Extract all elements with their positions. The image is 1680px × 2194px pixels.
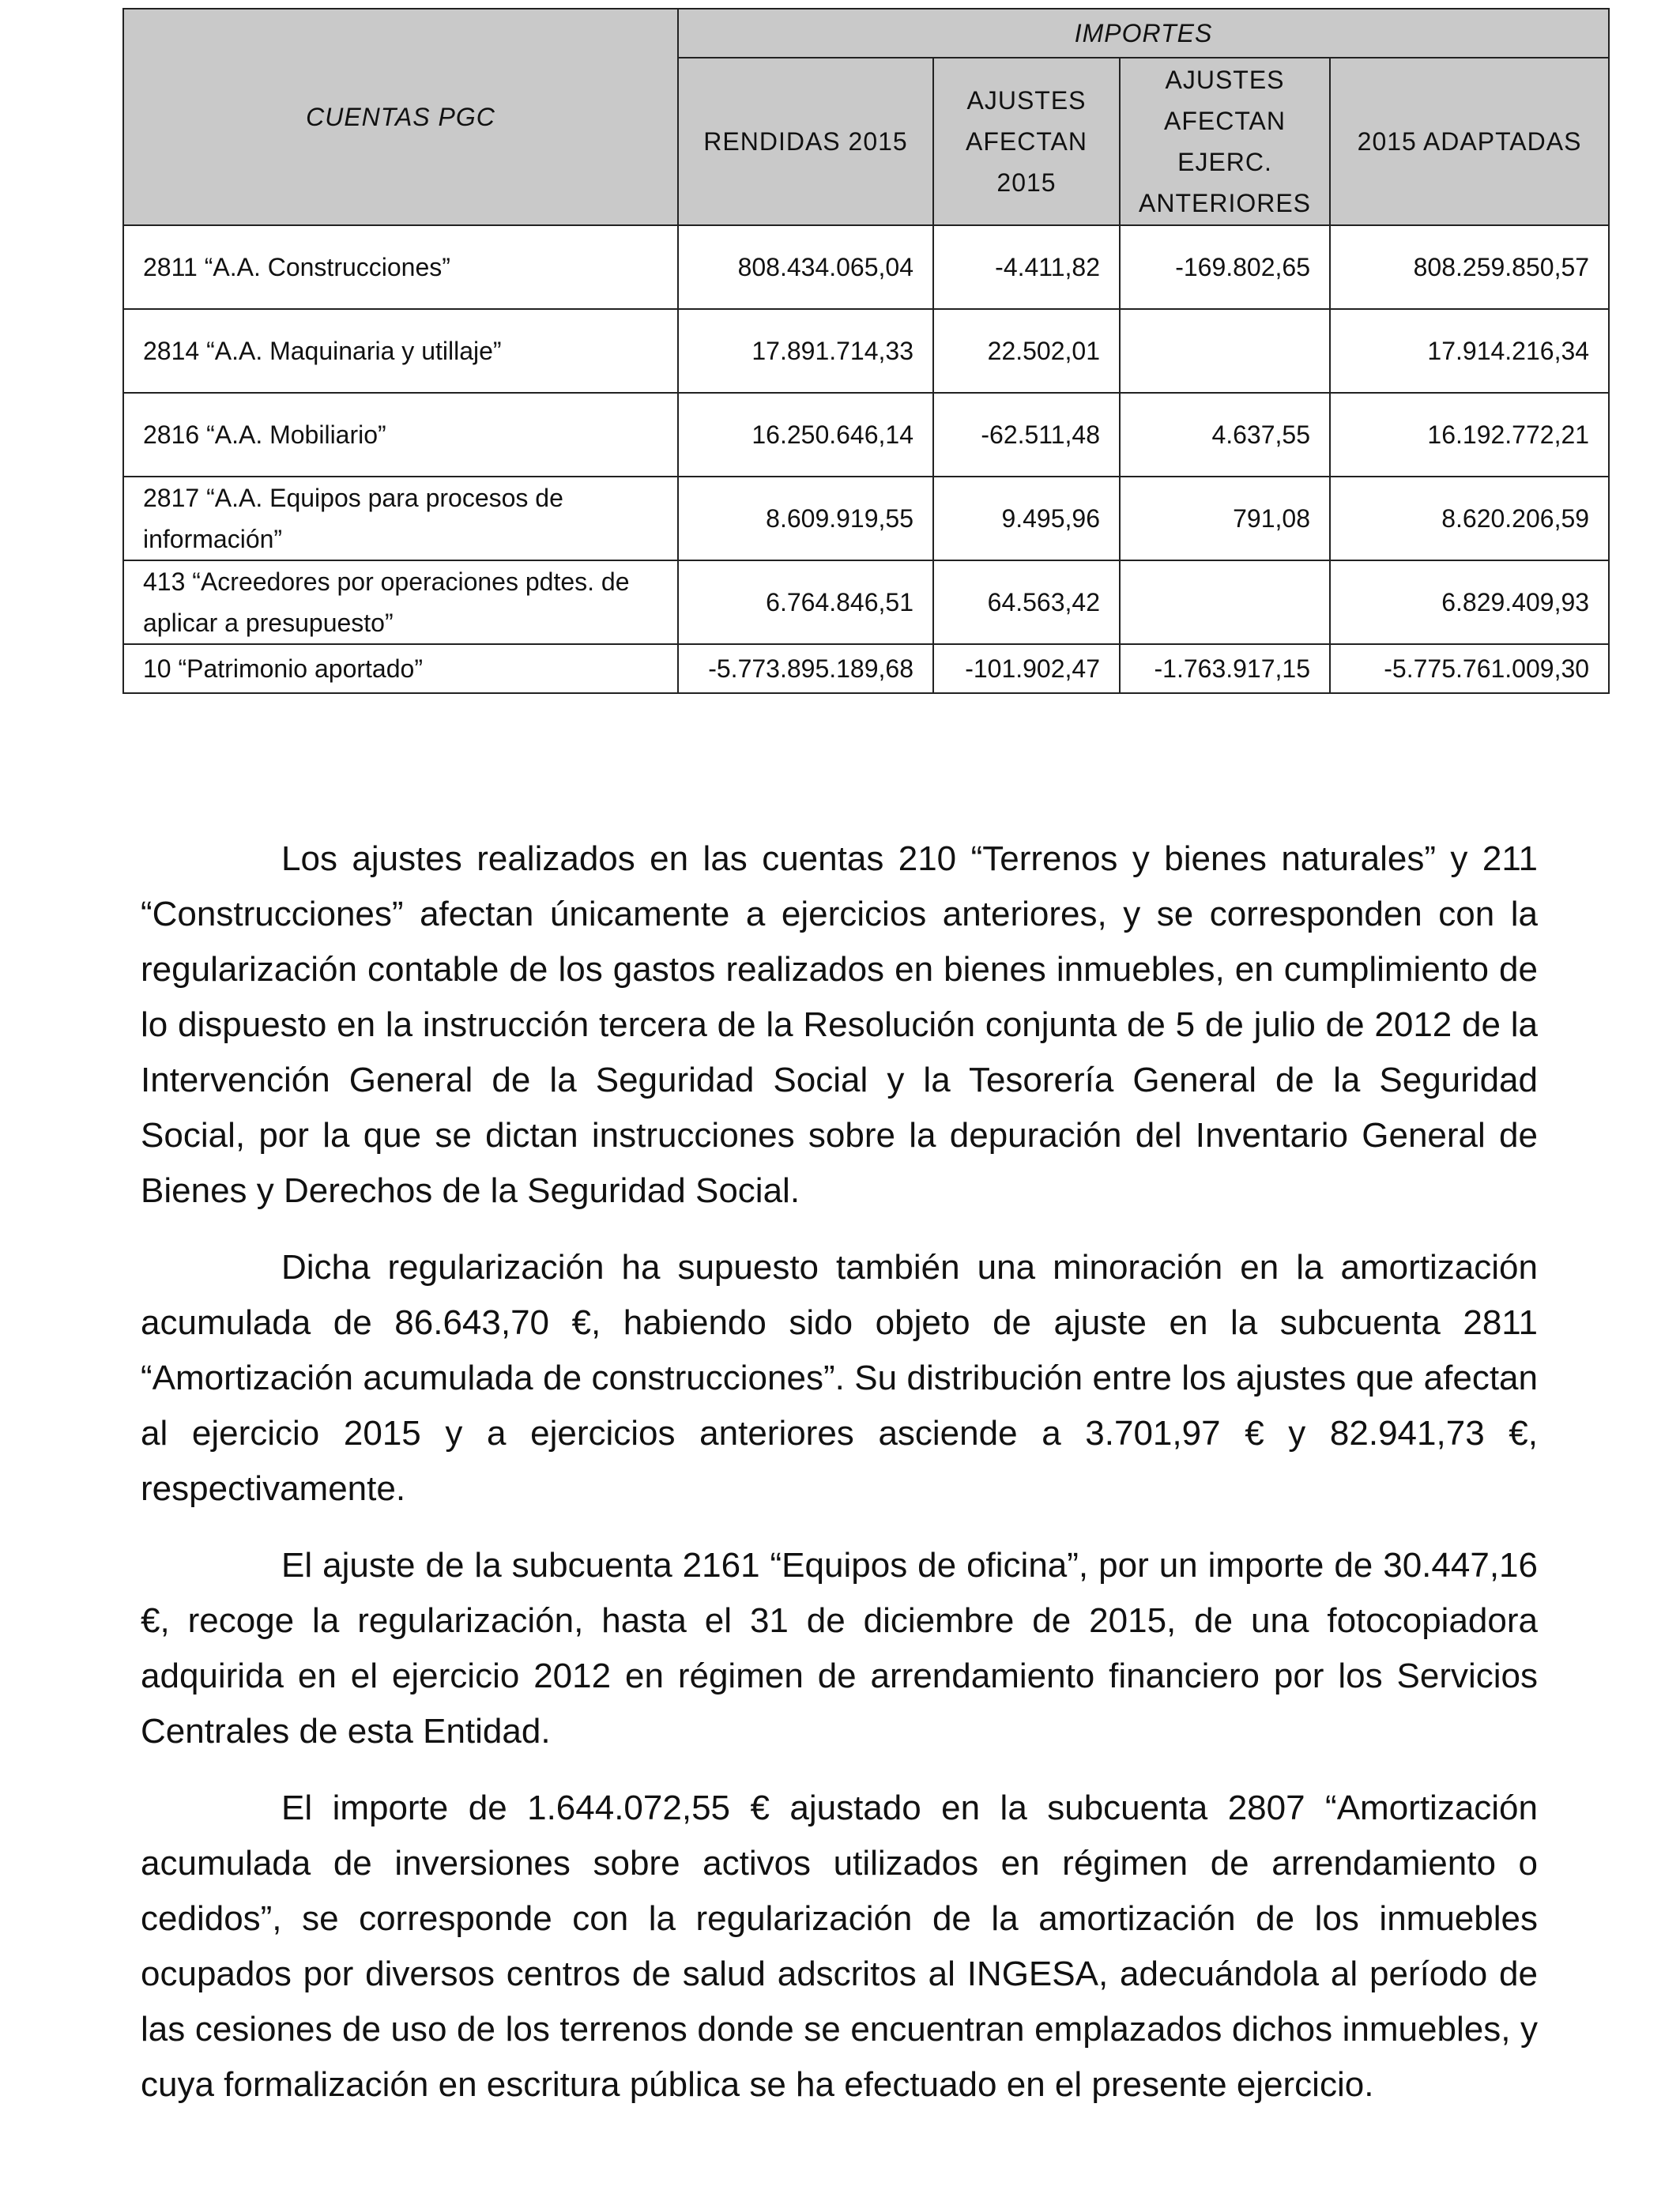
table-row — [123, 225, 1609, 309]
table-row — [123, 309, 1609, 393]
table-row — [123, 477, 1609, 560]
cell-adaptadas: 17.914.216,34 — [1330, 309, 1609, 393]
cell-ajustes-anteriores: 791,08 — [1120, 477, 1330, 560]
cell-ajustes-2015: -101.902,47 — [933, 644, 1120, 693]
cell-ajustes-2015: 64.563,42 — [933, 560, 1120, 644]
cell-cuenta: 2811 “A.A. Construcciones” — [123, 225, 678, 309]
table-row — [123, 560, 1609, 644]
cell-rendidas: 8.609.919,55 — [678, 477, 933, 560]
accounts-table — [122, 8, 1610, 694]
paragraph: Dicha regularización ha supuesto también una minoración en la amortización acumulada de 86.643,70 €, habiendo sido objeto de ajuste en la subcuenta 2811 “Amortización acumulada de construcciones”. Su distribución entre los ajustes que afectan al ejercicio 2015 y a ejercicios anteriores asciende a 3.701,97 € y 82.941,73 €, respectivamente. — [141, 1248, 1538, 1508]
cell-cuenta: 2816 “A.A. Mobiliario” — [123, 393, 678, 477]
header-ajustes-anteriores: AJUSTES AFECTAN EJERC. ANTERIORES — [1120, 58, 1330, 225]
cell-rendidas: 16.250.646,14 — [678, 393, 933, 477]
cell-ajustes-2015: -4.411,82 — [933, 225, 1120, 309]
header-cuentas-pgc: CUENTAS PGC — [123, 9, 678, 225]
cell-rendidas: 808.434.065,04 — [678, 225, 933, 309]
cell-ajustes-2015: -62.511,48 — [933, 393, 1120, 477]
cell-ajustes-anteriores: -1.763.917,15 — [1120, 644, 1330, 693]
header-importes: IMPORTES — [678, 9, 1609, 58]
table-row — [123, 644, 1609, 693]
cell-adaptadas: 6.829.409,93 — [1330, 560, 1609, 644]
cell-ajustes-anteriores: 4.637,55 — [1120, 393, 1330, 477]
body-text — [141, 831, 1538, 2134]
cell-ajustes-anteriores — [1120, 309, 1330, 393]
cell-adaptadas: 16.192.772,21 — [1330, 393, 1609, 477]
cell-ajustes-2015: 22.502,01 — [933, 309, 1120, 393]
header-rendidas-2015: RENDIDAS 2015 — [678, 58, 933, 225]
paragraph: El importe de 1.644.072,55 € ajustado en la subcuenta 2807 “Amortización acumulada de inversiones sobre activos utilizados en régimen de arrendamiento o cedidos”, se corresponde con la regularización de la amortización de los inmuebles ocupados por diversos centros de salud adscritos al INGESA, adecuándola al período de las cesiones de uso de los terrenos donde se encuentran emplazados dichos inmuebles, y cuya formalización en escritura pública se ha efectuado en el presente ejercicio. — [141, 1789, 1538, 2104]
cell-cuenta: 413 “Acreedores por operaciones pdtes. de aplicar a presupuesto” — [123, 560, 678, 644]
paragraph: Los ajustes realizados en las cuentas 210 “Terrenos y bienes naturales” y 211 “Construcciones” afectan únicamente a ejercicios anteriores, y se corresponden con la regularización contable de los gastos realizados en bienes inmuebles, en cumplimiento de lo dispuesto en la instrucción tercera de la Resolución conjunta de 5 de julio de 2012 de la Intervención General de la Seguridad Social y la Tesorería General de la Seguridad Social, por la que se dictan instrucciones sobre la depuración del Inventario General de Bienes y Derechos de la Seguridad Social. — [141, 839, 1538, 1210]
cell-rendidas: 6.764.846,51 — [678, 560, 933, 644]
cell-adaptadas: 8.620.206,59 — [1330, 477, 1609, 560]
table-row — [123, 393, 1609, 477]
cell-cuenta: 2814 “A.A. Maquinaria y utillaje” — [123, 309, 678, 393]
cell-ajustes-anteriores: -169.802,65 — [1120, 225, 1330, 309]
cell-cuenta: 2817 “A.A. Equipos para procesos de información” — [123, 477, 678, 560]
cell-cuenta: 10 “Patrimonio aportado” — [123, 644, 678, 693]
cell-ajustes-anteriores — [1120, 560, 1330, 644]
cell-adaptadas: -5.775.761.009,30 — [1330, 644, 1609, 693]
cell-adaptadas: 808.259.850,57 — [1330, 225, 1609, 309]
header-ajustes-2015: AJUSTES AFECTAN 2015 — [933, 58, 1120, 225]
paragraph: El ajuste de la subcuenta 2161 “Equipos de oficina”, por un importe de 30.447,16 €, recoge la regularización, hasta el 31 de diciembre de 2015, de una fotocopiadora adquirida en el ejercicio 2012 en régimen de arrendamiento financiero por los Servicios Centrales de esta Entidad. — [141, 1546, 1538, 1751]
cell-rendidas: 17.891.714,33 — [678, 309, 933, 393]
header-2015-adaptadas: 2015 ADAPTADAS — [1330, 58, 1609, 225]
cell-rendidas: -5.773.895.189,68 — [678, 644, 933, 693]
cell-ajustes-2015: 9.495,96 — [933, 477, 1120, 560]
